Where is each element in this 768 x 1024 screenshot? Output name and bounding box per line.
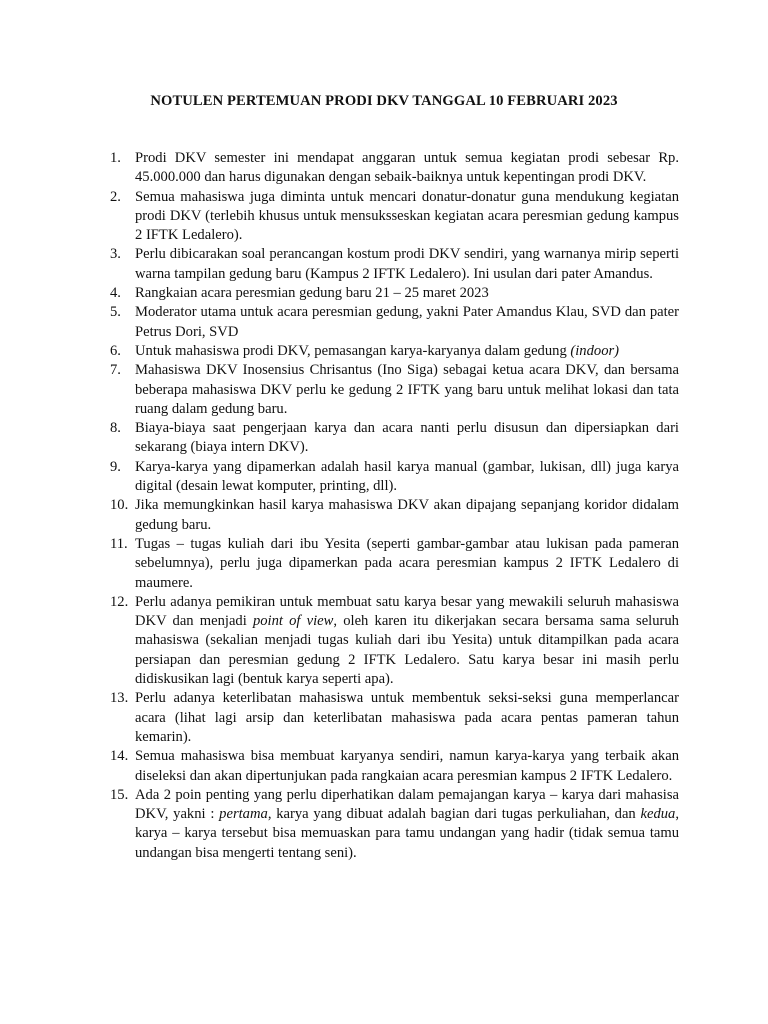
item-number: 2. — [110, 188, 121, 205]
text-segment: Tugas – tugas kuliah dari ibu Yesita (seperti gambar-gambar atau lukisan pada pameran sebelumnya), perlu juga dipamerkan pada acara peresmian kampus 2 IFTK Ledalero di maumere. — [135, 535, 679, 591]
item-number: 13. — [110, 690, 129, 707]
text-segment: Jika memungkinkan hasil karya mahasiswa DKV akan dipajang sepanjang koridor didalam gedung baru. — [135, 497, 679, 533]
item-text — [135, 303, 679, 342]
text-segment: , oleh karen itu dikerjakan secara bersama sama seluruh mahasiswa (sekalian menjadi tugas kuliah dari ibu Yesita) untuk ditampilkan pada acara persiapan dan peresmian gedung 2 IFTK Ledalero. Satu karya besar ini masih perlu didiskusikan lagi (bentuk karya seperti apa). — [135, 613, 679, 688]
item-text — [135, 786, 679, 863]
item-text — [135, 593, 679, 689]
item-number: 7. — [110, 362, 121, 379]
item-text — [135, 149, 679, 188]
text-segment: Perlu adanya pemikiran untuk membuat satu karya besar yang mewakili seluruh mahasiswa DKV dan menjadi — [135, 593, 679, 630]
item-number: 6. — [110, 342, 121, 359]
italic-text-segment: (indoor) — [570, 342, 620, 359]
list-item — [110, 458, 679, 497]
list-item — [110, 245, 679, 284]
list-item — [110, 747, 679, 786]
item-number: 10. — [110, 497, 129, 514]
item-number: 1. — [110, 150, 121, 166]
list-item — [110, 361, 679, 419]
item-number: 3. — [110, 246, 121, 263]
item-number: 15. — [110, 786, 129, 803]
list-item — [110, 188, 679, 246]
item-text — [135, 361, 679, 419]
list-item — [110, 496, 679, 535]
list-item — [110, 342, 679, 361]
item-text — [135, 535, 679, 593]
list-item — [110, 786, 679, 863]
item-text — [135, 496, 679, 535]
item-text — [135, 689, 679, 747]
item-text — [135, 245, 679, 284]
italic-text-segment: kedua — [640, 806, 676, 823]
text-segment: , karya – karya tersebut bisa memuaskan para tamu undangan yang hadir (tidak semua tamu undangan bisa mengerti tentang seni). — [135, 806, 679, 861]
text-segment: , karya yang dibuat adalah bagian dari tugas perkuliahan, dan — [267, 806, 641, 823]
text-segment: Perlu adanya keterlibatan mahasiswa untuk membentuk seksi-seksi guna memperlancar acara (lihat lagi arsip dan keterlibatan mahasiswa pada acara pentas pameran tahun kemarin). — [135, 690, 679, 745]
italic-text-segment: pertama — [219, 806, 268, 823]
text-segment: Untuk mahasiswa prodi DKV, pemasangan karya-karyanya dalam gedung — [135, 342, 571, 359]
document-title: NOTULEN PERTEMUAN PRODI DKV TANGGAL 10 FEBRUARI 2023 — [150, 93, 618, 109]
item-number: 14. — [110, 748, 129, 765]
text-segment: Semua mahasiswa juga diminta untuk mencari donatur-donatur guna mendukung kegiatan prodi DKV (terlebih khusus untuk mensuksseskan kegiatan acara peresmian gedung kampus 2 IFTK Ledalero). — [135, 188, 679, 244]
text-segment: Karya-karya yang dipamerkan adalah hasil karya manual (gambar, lukisan, dll) juga karya digital (desain lewat komputer, printing, dll). — [135, 458, 679, 495]
minutes-list — [110, 149, 679, 863]
text-segment: Moderator utama untuk acara peresmian gedung, yakni Pater Amandus Klau, SVD dan pater Petrus Dori, SVD — [135, 304, 679, 340]
text-segment: Perlu dibicarakan soal perancangan kostum prodi DKV sendiri, yang warnanya mirip seperti warna tampilan gedung baru (Kampus 2 IFTK Ledalero). Ini usulan dari pater Amandus. — [135, 246, 679, 282]
item-text — [135, 284, 679, 303]
list-item — [110, 149, 679, 188]
list-item — [110, 689, 679, 747]
list-item — [110, 303, 679, 342]
text-segment: Mahasiswa DKV Inosensius Chrisantus (Ino Siga) sebagai ketua acara DKV, dan bersama beberapa mahasiswa DKV perlu ke gedung 2 IFTK yang baru untuk melihat lokasi dan tata ruang dalam gedung baru. — [135, 362, 679, 417]
item-text — [135, 342, 679, 361]
text-segment: Rangkaian acara peresmian gedung baru 21 – 25 maret 2023 — [135, 285, 489, 302]
italic-text-segment: point of view — [252, 613, 334, 630]
list-item — [110, 593, 679, 689]
item-text — [135, 188, 679, 246]
item-number: 12. — [110, 593, 129, 610]
item-text — [135, 747, 679, 786]
list-item — [110, 535, 679, 593]
list-item — [110, 284, 679, 303]
item-number: 9. — [110, 458, 121, 475]
item-number: 11. — [110, 535, 128, 552]
item-number: 5. — [110, 304, 121, 321]
text-segment: Ada 2 poin penting yang perlu diperhatikan dalam pemajangan karya – karya dari mahasisa DKV, yakni : — [135, 786, 679, 823]
text-segment: Biaya-biaya saat pengerjaan karya dan acara nanti perlu disusun dan dipersiapkan dari sekarang (biaya intern DKV). — [135, 420, 679, 456]
item-number: 8. — [110, 420, 121, 437]
list-item — [110, 419, 679, 458]
text-segment: Semua mahasiswa bisa membuat karyanya sendiri, namun karya-karya yang terbaik akan diseleksi dan akan dipertunjukan pada rangkaian acara peresmian kampus 2 IFTK Ledalero. — [135, 748, 679, 784]
item-number: 4. — [110, 285, 121, 302]
item-text — [135, 458, 679, 497]
item-text — [135, 419, 679, 458]
text-segment: Prodi DKV semester ini mendapat anggaran untuk semua kegiatan prodi sebesar Rp. 45.000.000 dan harus digunakan dengan sebaik-baiknya untuk kepentingan prodi DKV. — [135, 150, 679, 186]
